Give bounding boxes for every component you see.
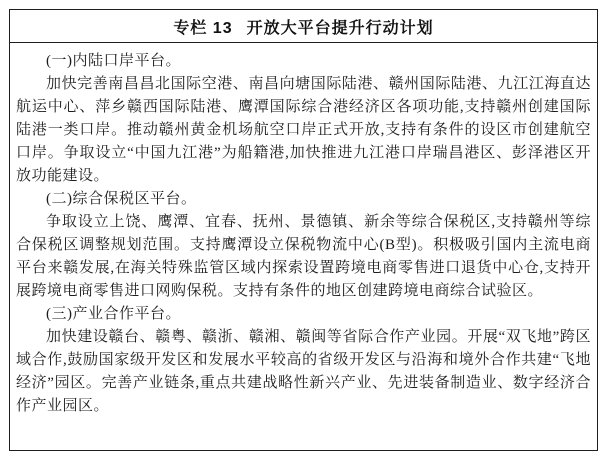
section-paragraph: 争取设立上饶、鹰潭、宜春、抚州、景德镇、新余等综合保税区,支持赣州等综合保税区调整规划范围。支持鹰潭设立保税物流中心(B型)。积极吸引国内主流电商平台来赣发展,在海关特殊监管区域内探索设置跨境电商零售进口退货中心仓,支持开展跨境电商零售进口网购保税。支持有条件的地区创建跨境电商综合试验区。: [16, 214, 591, 299]
section-paragraph: 加快建设赣台、赣粤、赣浙、赣湘、赣闽等省际合作产业园。开展“双飞地”跨区域合作,鼓励国家级开发区和发展水平较高的省级开发区与沿海和境外合作共建“飞地经济”园区。完善产业链条,重点共建战略性新兴产业、先进装备制造业、数字经济合作产业园区。: [16, 329, 591, 414]
column-13-panel: [9, 9, 598, 451]
section-inland-ports: [16, 50, 591, 188]
panel-title-label: 专栏 13: [173, 19, 233, 37]
section-heading: (三)产业合作平台。: [46, 306, 181, 322]
section-heading: (一)内陆口岸平台。: [46, 53, 181, 69]
panel-body: [10, 43, 597, 418]
section-industry-cooperation: [16, 303, 591, 418]
section-heading: (二)综合保税区平台。: [46, 191, 197, 207]
panel-title: [173, 15, 433, 38]
panel-header: [10, 10, 597, 43]
section-bonded-zones: [16, 188, 591, 303]
section-paragraph: 加快完善南昌昌北国际空港、南昌向塘国际陆港、赣州国际陆港、九江江海直达航运中心、萍乡赣西国际陆港、鹰潭国际综合港经济区各项功能,支持赣州创建国际陆港一类口岸。推动赣州黄金机场航空口岸正式开放,支持有条件的设区市创建航空口岸。争取设立“中国九江港”为船籍港,加快推进九江港口岸瑞昌港区、彭泽港区开放功能建设。: [16, 76, 591, 184]
panel-title-text: 开放大平台提升行动计划: [246, 19, 434, 37]
